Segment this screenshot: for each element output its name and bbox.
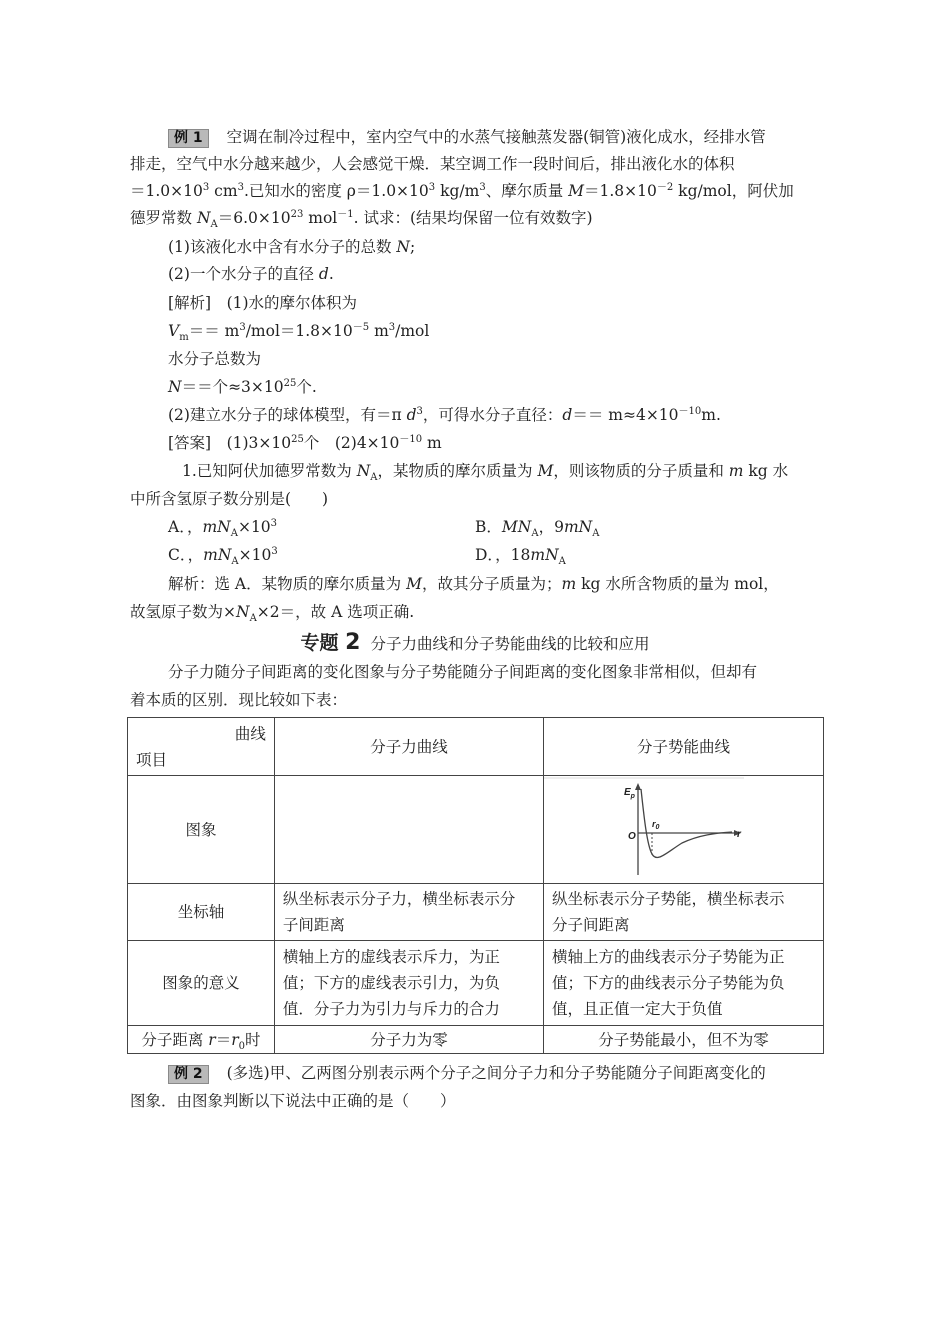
- row-label-graph: 图象: [128, 776, 275, 884]
- solution-diameter: (2)建立水分子的球体模型，有＝π $d^3$，可得水分子直径：$d== m\approx 4\times 10^{-10}m$.: [168, 405, 721, 424]
- r0-energy-cell: 分子势能最小，但不为零: [544, 1026, 824, 1054]
- meaning-force-cell: 横轴上方的虚线表示斥力，为正 值；下方的虚线表示引力，为负 值．分子力为引力与斥力的合力: [274, 941, 543, 1026]
- topic-2-heading: [0, 628, 950, 655]
- r0-force-cell: 分子力为零: [274, 1026, 543, 1054]
- practice-explanation-line-2: 故氢原子数为$\times N_A\times 2=$，故 A 选项正确.: [130, 603, 415, 625]
- practice-question-line-2: 中所含氢原子数分别是( ): [130, 490, 329, 508]
- row-label-axis: 坐标轴: [128, 884, 275, 941]
- graph-label-ep: $E_p$: [624, 786, 635, 800]
- energy-graph-cell: [544, 776, 824, 884]
- topic-2-title: 分子力曲线和分子势能曲线的比较和应用: [370, 635, 650, 653]
- example-2-tag: 例 2: [168, 1065, 209, 1084]
- example-1-tag: 例 1: [168, 129, 209, 148]
- option-c: C．，$mN_A\times 10^3$: [168, 545, 278, 568]
- axis-energy-cell: 纵坐标表示分子势能，横坐标表示 分子间距离: [544, 884, 824, 941]
- table-row-meaning: [128, 941, 824, 1026]
- graph-label-r: r: [737, 828, 741, 840]
- force-graph-cell: [274, 776, 543, 884]
- solution-heading: [解析] (1)水的摩尔体积为: [168, 294, 358, 312]
- table-header-row: [128, 718, 824, 776]
- example-1-line-3: $=1.0\times 10^3$ $cm^3$.已知水的密度 $\rho=1.0\times 10^3$ $kg/m^3$、摩尔质量 $M=1.8\times 10^{-2}$ kg/mol，阿伏加: [130, 181, 794, 200]
- topic-2-intro-2: 着本质的区别．现比较如下表：: [130, 691, 348, 709]
- practice-explanation-line-1: 解析：选 A．某物质的摩尔质量为 M，故其分子质量为；m kg 水所含物质的量为 mol，: [168, 575, 779, 593]
- col-header-force: 分子力曲线: [274, 718, 543, 776]
- example-1-line-4: 德罗常数 $N_A=6.0\times 10^{23}$ mol$^{-1}$. 试求：(结果均保留一位有效数字): [130, 208, 593, 231]
- example-2-line-1: 例 2 (多选)甲、乙两图分别表示两个分子之间分子力和分子势能随分子间距离变化的: [168, 1062, 766, 1084]
- topic-2-label: 专题 2: [300, 630, 361, 655]
- meaning-energy-cell: 横轴上方的曲线表示分子势能为正 值；下方的曲线表示分子势能为负 值，且正值一定大于负值: [544, 941, 824, 1026]
- example-1-line-2: 排走，空气中水分越来越少，人会感觉干燥．某空调工作一段时间后，排出液化水的体积: [130, 155, 735, 173]
- graph-label-r0: $r_0$: [652, 818, 660, 831]
- option-d: D．，$18mN_A$: [475, 546, 566, 568]
- y-axis-arrow: [635, 783, 641, 790]
- axis-force-cell: 纵坐标表示分子力，横坐标表示分 子间距离: [274, 884, 543, 941]
- col-header-energy: 分子势能曲线: [544, 718, 824, 776]
- topic-2-intro-1: 分子力随分子间距离的变化图象与分子势能随分子间距离的变化图象非常相似，但却有: [168, 663, 758, 681]
- question-2: (2)一个水分子的直径 d.: [168, 265, 334, 283]
- example-2-line-2: 图象．由图象判断以下说法中正确的是（ ）: [130, 1092, 456, 1110]
- option-a: A．，$mN_A\times 10^3$: [168, 517, 278, 540]
- solution-total-label: 水分子总数为: [168, 350, 262, 368]
- corner-top-label: 曲线: [234, 724, 266, 743]
- solution-molar-volume: $V_m== m^3/mol=1.8\times 10^{-5}$ $m^3$/mol: [168, 321, 430, 344]
- solution-total: N＝＝个$\approx 3\times 10^{25}$个.: [168, 377, 317, 396]
- question-1: (1)该液化水中含有水分子的总数 N;: [168, 238, 416, 256]
- table-row-axis: [128, 884, 824, 941]
- practice-question-line-1: 1.已知阿伏加德罗常数为 $N_A$，某物质的摩尔质量为 M，则该物质的分子质量和 m kg 水: [182, 462, 789, 484]
- table-row-graph: [128, 776, 824, 884]
- comparison-table: [127, 717, 824, 1054]
- option-b: B．$MN_A$，$9mN_A$: [475, 518, 600, 540]
- answer: [答案] $(1)3\times 10^{25}$个 $(2)4\times 10^{-10}$ m: [168, 433, 442, 452]
- row-label-meaning: 图象的意义: [128, 941, 275, 1026]
- graph-label-origin: O: [628, 830, 636, 842]
- potential-energy-graph: [544, 777, 822, 883]
- corner-bottom-label: 项目: [136, 750, 168, 769]
- corner-cell: [128, 718, 275, 776]
- table-row-r0: [128, 1026, 824, 1054]
- row-label-r0: 分子距离 $r=r_0$时: [128, 1026, 275, 1054]
- example-1-line-1: 例 1 空调在制冷过程中，室内空气中的水蒸气接触蒸发器(铜管)液化成水，经排水管: [168, 126, 766, 148]
